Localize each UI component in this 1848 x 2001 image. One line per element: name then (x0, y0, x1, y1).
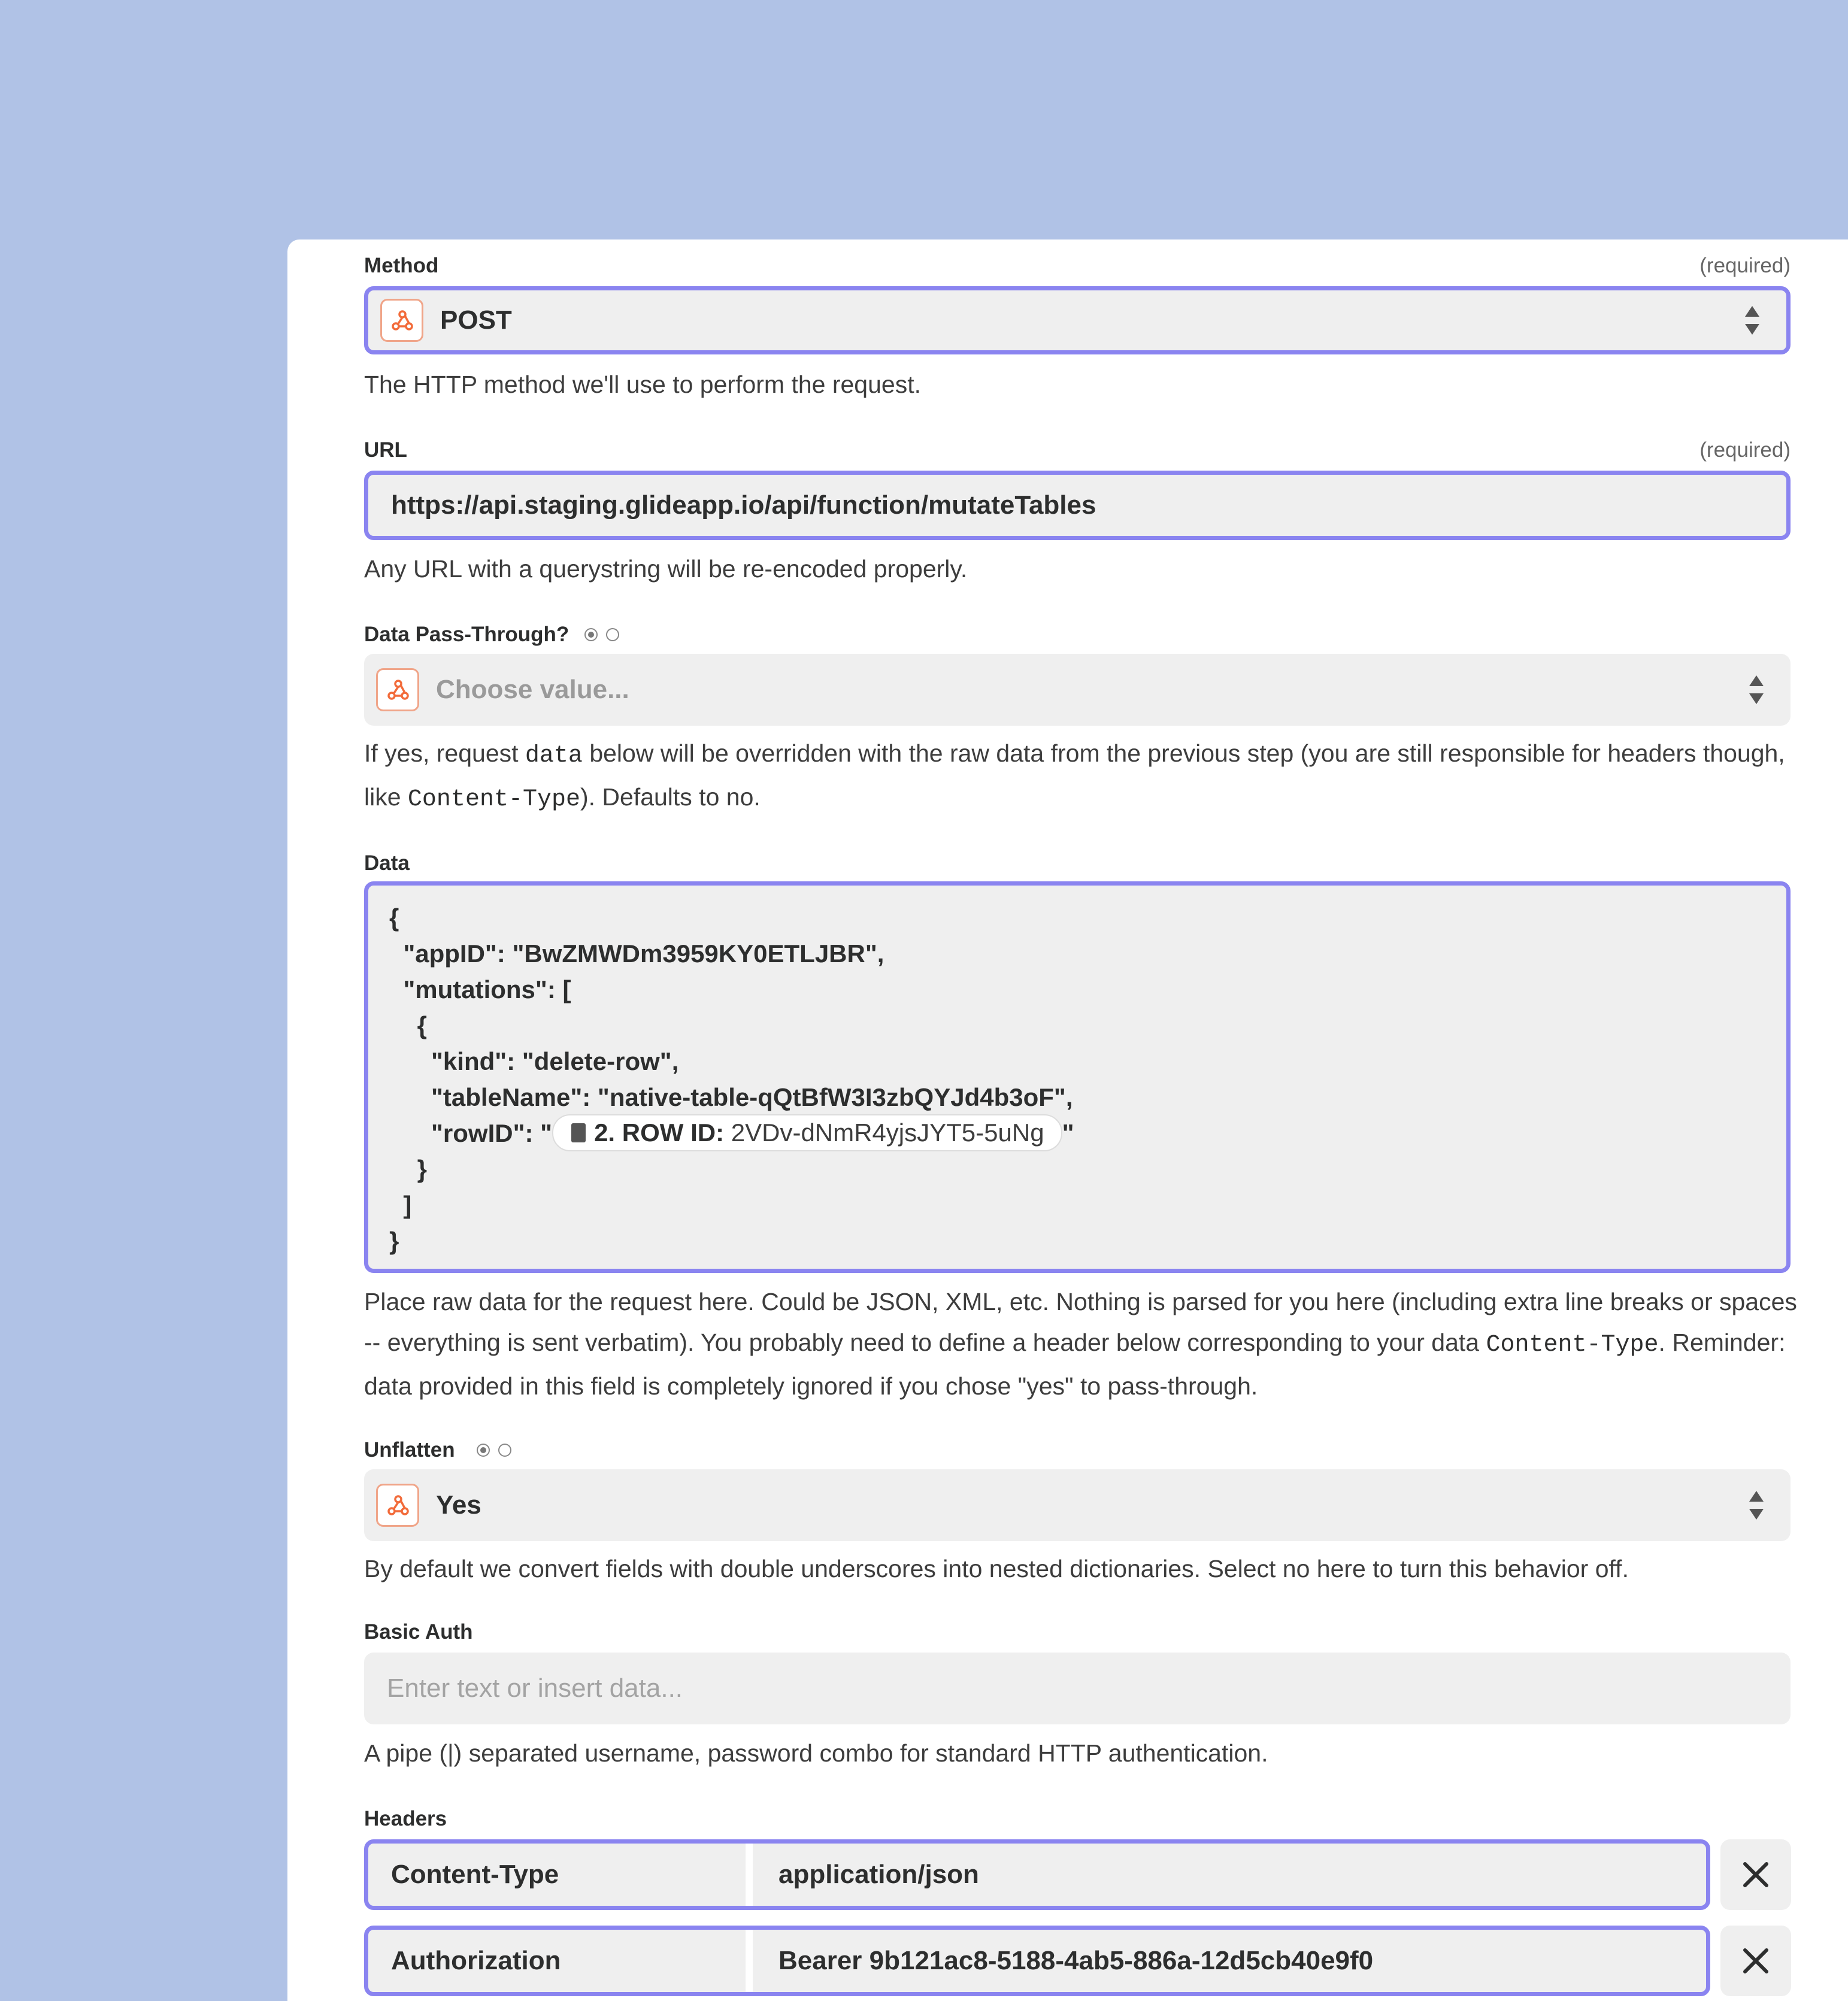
data-line: ] (389, 1191, 412, 1219)
form-card (287, 239, 1848, 2001)
data-textarea[interactable] (364, 881, 1791, 1273)
unflatten-mode-toggle[interactable] (477, 1439, 520, 1460)
header-key-input[interactable]: Content-Type (391, 1860, 559, 1889)
method-help: The HTTP method we'll use to perform the request. (364, 371, 921, 398)
url-label: URL (364, 438, 407, 462)
method-required-note: (required) (1699, 254, 1791, 277)
headers-label: Headers (364, 1807, 447, 1830)
header-row[interactable] (364, 1926, 1710, 1996)
up-down-arrows-icon (1747, 673, 1765, 707)
radio-selected-icon[interactable] (477, 1444, 490, 1457)
basic-auth-input[interactable] (364, 1653, 1791, 1724)
webhook-icon (380, 299, 423, 342)
up-down-arrows-icon (1743, 304, 1761, 337)
basic-auth-label: Basic Auth (364, 1620, 473, 1644)
basic-auth-help: A pipe (|) separated username, password combo for standard HTTP authentication. (364, 1739, 1268, 1767)
data-line: "mutations": [ (389, 975, 571, 1003)
basic-auth-placeholder: Enter text or insert data... (387, 1673, 683, 1703)
webhook-icon (376, 668, 419, 711)
radio-unselected-icon[interactable] (606, 628, 619, 641)
document-icon (571, 1123, 586, 1142)
data-line-rowid: "rowID": " 2. ROW ID: 2VDv-dNmR4yjsJYT5-5uNg " (389, 1119, 1074, 1151)
close-icon (1741, 1947, 1770, 1975)
url-required-note: (required) (1699, 438, 1791, 462)
passthrough-label: Data Pass-Through? (364, 623, 569, 646)
method-label: Method (364, 254, 439, 277)
header-value-input[interactable]: Bearer 9b121ac8-5188-4ab5-886a-12d5cb40e9f0 (778, 1946, 1374, 1975)
unflatten-value: Yes (436, 1490, 481, 1520)
data-line: } (389, 1227, 399, 1255)
url-input[interactable] (364, 471, 1791, 540)
webhook-icon (376, 1484, 419, 1527)
remove-header-button[interactable] (1720, 1839, 1791, 1910)
close-icon (1741, 1860, 1770, 1889)
passthrough-select[interactable] (364, 654, 1791, 726)
data-line: { (389, 1011, 428, 1039)
header-value-input[interactable]: application/json (778, 1860, 979, 1889)
row-id-token[interactable] (552, 1114, 1062, 1151)
method-select[interactable] (364, 286, 1791, 354)
url-value: https://api.staging.glideapp.io/api/function/mutateTables (391, 490, 1096, 520)
data-label: Data (364, 851, 410, 875)
passthrough-placeholder: Choose value... (436, 675, 629, 704)
passthrough-mode-toggle[interactable] (584, 624, 628, 644)
data-line: } (389, 1155, 428, 1183)
radio-unselected-icon[interactable] (498, 1444, 511, 1457)
header-divider (746, 1930, 753, 1992)
row-id-token-value: 2VDv-dNmR4yjsJYT5-5uNg (731, 1118, 1044, 1147)
unflatten-help: By default we convert fields with double underscores into nested dictionaries. Select no here to turn this behavior off. (364, 1555, 1629, 1582)
header-row[interactable] (364, 1839, 1710, 1910)
url-help: Any URL with a querystring will be re-encoded properly. (364, 555, 968, 583)
row-id-token-label: 2. ROW ID: (594, 1118, 725, 1147)
remove-header-button[interactable] (1720, 1926, 1791, 1996)
data-line: "kind": "delete-row", (389, 1047, 679, 1075)
data-line: "tableName": "native-table-qQtBfW3I3zbQYJd4b3oF", (389, 1083, 1073, 1111)
method-value: POST (440, 305, 512, 335)
up-down-arrows-icon (1747, 1488, 1765, 1522)
header-divider (746, 1844, 753, 1906)
unflatten-label: Unflatten (364, 1438, 455, 1462)
data-help: Place raw data for the request here. Could be JSON, XML, etc. Nothing is parsed for you here (including extra line breaks or spaces -- everything is sent verbatim). You probably need to define a header below corresponding to your data Content-Type. Reminder: data provided in this field is completely ignored if you chose "yes" to pass-through. (364, 1288, 1797, 1400)
passthrough-help: If yes, request data below will be overridden with the raw data from the previous step (you are still responsible for headers though, like Content-Type). Defaults to no. (364, 739, 1785, 813)
radio-selected-icon[interactable] (584, 628, 598, 641)
header-key-input[interactable]: Authorization (391, 1946, 561, 1975)
data-line: { (389, 904, 399, 932)
data-line: "appID": "BwZMWDm3959KY0ETLJBR", (389, 939, 884, 968)
unflatten-select[interactable] (364, 1469, 1791, 1541)
